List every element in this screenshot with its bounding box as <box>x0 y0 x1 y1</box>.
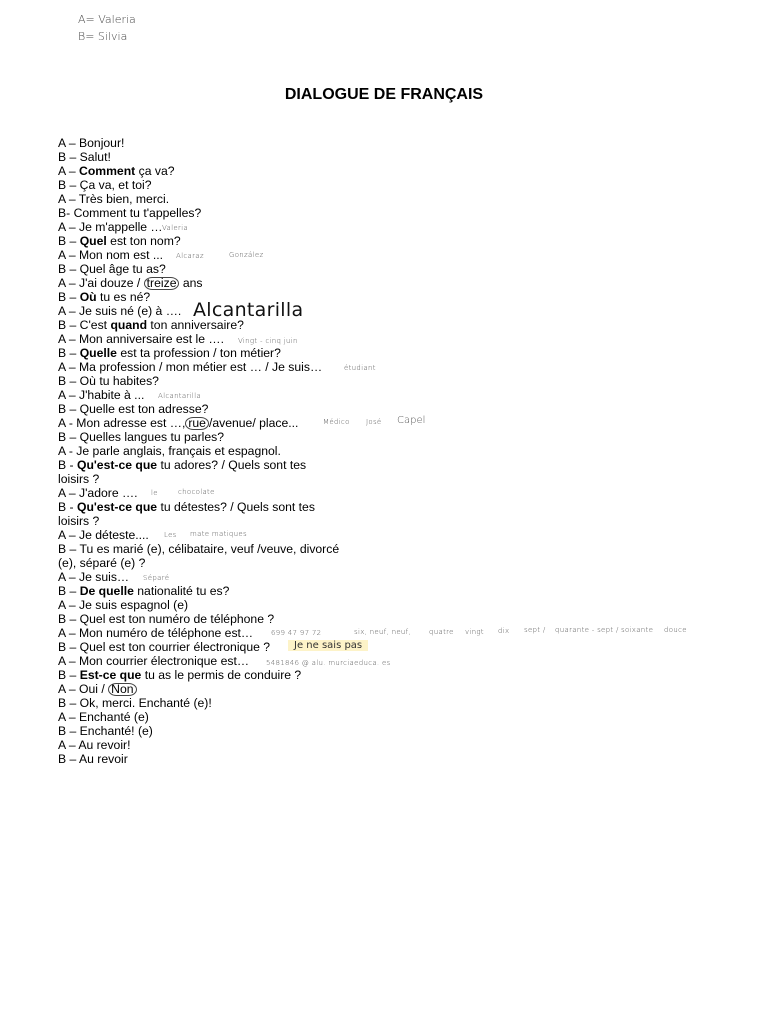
dialogue-line-text: B – <box>58 290 80 304</box>
dialogue-line-text: B – Quel âge tu as? <box>58 262 166 276</box>
dialogue-line-text: loisirs ? <box>58 472 100 486</box>
dialogue-line <box>58 458 378 472</box>
question-word: Comment <box>79 164 136 178</box>
dialogue-line-text: A - Je parle anglais, français et espagnol. <box>58 444 281 458</box>
dialogue-line <box>58 234 378 248</box>
dialogue-line <box>58 444 378 458</box>
dialogue-line <box>58 682 378 696</box>
dialogue-line <box>58 388 378 402</box>
dialogue-line-text: loisirs ? <box>58 514 100 528</box>
dialogue-line-text: tu adores? / Quels sont tes <box>157 458 307 472</box>
handwritten-name: Valeria <box>162 224 188 232</box>
dialogue-line <box>58 402 378 416</box>
dialogue-line-text: B – <box>58 346 80 360</box>
dialogue-line-text: B - <box>58 458 77 472</box>
dialogue-line <box>58 262 378 276</box>
dialogue-line-text: B – Quel est ton numéro de téléphone ? <box>58 612 275 626</box>
dialogue-line-text: nationalité tu es? <box>133 584 230 598</box>
dialogue-line-text: tu es né? <box>96 290 151 304</box>
question-word: Quel <box>79 234 107 248</box>
circled-answer: treize <box>144 277 180 290</box>
dialogue-line <box>58 724 378 738</box>
handwritten-likes-2: chocolate <box>178 488 215 496</box>
dialogue-line-text: ça va? <box>135 164 175 178</box>
handwritten-phone-words-8: douce <box>664 626 687 634</box>
dialogue-line-text: A – Mon courrier électronique est… <box>58 654 250 668</box>
dialogue-line-text: tu détestes? / Quels sont tes <box>157 500 315 514</box>
dialogue-text <box>58 136 378 766</box>
handwritten-street-1: Médico <box>323 418 350 426</box>
dialogue-line <box>58 584 378 598</box>
question-word: Quelle <box>79 346 117 360</box>
dialogue-line-text: A – Très bien, merci. <box>58 192 170 206</box>
dialogue-line-text: A – Mon anniversaire est le …. <box>58 332 224 346</box>
dialogue-line <box>58 178 378 192</box>
handwritten-profession: étudiant <box>344 364 376 372</box>
dialogue-line-text: A – Je suis né (e) à …. <box>58 304 182 318</box>
dialogue-line <box>58 374 378 388</box>
handwritten-surname-1: Alcaraz <box>176 252 204 260</box>
dialogue-line-text: A – Enchanté (e) <box>58 710 149 724</box>
handwritten-town: Alcantarilla <box>158 392 201 400</box>
page-title: DIALOGUE DE FRANÇAIS <box>284 86 484 103</box>
dialogue-line-text: A – J'adore …. <box>58 486 138 500</box>
dialogue-line <box>58 136 378 150</box>
dialogue-line <box>58 206 378 220</box>
dialogue-line-text: B – <box>58 234 80 248</box>
handwritten-phone-words-6: quarante - sept / <box>555 626 619 634</box>
dialogue-line-text: B – Où tu habites? <box>58 374 159 388</box>
handwritten-street-2: José <box>366 418 382 426</box>
dialogue-line-text: B – <box>58 584 80 598</box>
dialogue-line-text: B – Tu es marié (e), célibataire, veuf /veuve, divorcé <box>58 542 340 556</box>
dialogue-line-text: tu as le permis de conduire ? <box>141 668 302 682</box>
dialogue-line-text: A – Je déteste.... <box>58 528 149 542</box>
circled-answer: rue <box>185 417 209 430</box>
question-word: Qu'est-ce que <box>76 458 158 472</box>
dialogue-line-text: B – Quel est ton courrier électronique ? <box>58 640 271 654</box>
dialogue-line-text: A – Mon nom est ... <box>58 248 163 262</box>
dialogue-line <box>58 542 378 556</box>
dialogue-line <box>58 626 378 640</box>
question-word: De quelle <box>79 584 134 598</box>
dialogue-line <box>58 486 378 500</box>
dialogue-line-text: est ta profession / ton métier? <box>116 346 281 360</box>
handwritten-phone-words-5: sept / <box>524 626 546 634</box>
handwritten-phone-words-3: vingt <box>465 628 484 636</box>
dialogue-line <box>58 360 378 374</box>
dialogue-line-text: B – Salut! <box>58 150 111 164</box>
dialogue-line-text: A - Mon adresse est …, <box>58 416 186 430</box>
dialogue-line <box>58 710 378 724</box>
dialogue-line <box>58 570 378 584</box>
handwritten-phone-digits: 699 47 97 72 <box>271 629 322 637</box>
circled-answer: Non <box>108 683 136 696</box>
dialogue-line-text: A – Ma profession / mon métier est … / Je suis… <box>58 360 323 374</box>
dialogue-line-text: B – Ça va, et toi? <box>58 178 152 192</box>
dialogue-line-text: B- Comment tu t'appelles? <box>58 206 202 220</box>
handwritten-phone-words-7: soixante <box>621 626 654 634</box>
handwritten-dislikes-1: Les <box>164 531 177 539</box>
handwritten-phone-words-1: six, neuf, neuf, <box>354 628 411 636</box>
dialogue-line <box>58 276 378 290</box>
handwritten-phone-words-2: quatre <box>429 628 454 636</box>
dialogue-line <box>58 346 378 360</box>
dialogue-line-text: A – Je suis… <box>58 570 130 584</box>
dialogue-line-text: A – Je m'appelle … <box>58 220 163 234</box>
header-note-a: A= Valeria <box>78 13 136 26</box>
dialogue-line <box>58 500 378 514</box>
dialogue-line-text: (e), séparé (e) ? <box>58 556 146 570</box>
dialogue-line-text: /avenue/ place... <box>208 416 299 430</box>
dialogue-line-text: B – Ok, merci. Enchanté (e)! <box>58 696 212 710</box>
dialogue-line <box>58 220 378 234</box>
question-word: Qu'est-ce que <box>76 500 158 514</box>
dialogue-line-text: ton anniversaire? <box>147 318 244 332</box>
dialogue-line <box>58 192 378 206</box>
dialogue-line-text: A – Je suis espagnol (e) <box>58 598 189 612</box>
handwritten-birthday: Vingt - cinq juin <box>238 337 298 345</box>
dialogue-line <box>58 164 378 178</box>
question-word: quand <box>110 318 148 332</box>
dialogue-line <box>58 612 378 626</box>
dialogue-line-text: A – Mon numéro de téléphone est… <box>58 626 254 640</box>
dialogue-line <box>58 472 378 486</box>
handwritten-surname-2: González <box>229 251 264 259</box>
dialogue-line-text: B – Enchanté! (e) <box>58 724 153 738</box>
header-note-b: B= Silvia <box>78 30 128 43</box>
dialogue-line-text: A – Au revoir! <box>58 738 131 752</box>
dialogue-line <box>58 556 378 570</box>
dialogue-line-text: B – Quelle est ton adresse? <box>58 402 209 416</box>
handwritten-status: Séparé <box>143 574 170 582</box>
handwritten-email: 5481846 @ alu. murciaeduca. es <box>266 659 391 667</box>
dialogue-line <box>58 332 378 346</box>
handwritten-birthplace: Alcantarilla <box>193 299 304 321</box>
question-word: Est-ce que <box>79 668 142 682</box>
dialogue-line-text: ans <box>179 276 203 290</box>
dialogue-line-text: B – Quelles langues tu parles? <box>58 430 224 444</box>
handwritten-likes-1: le <box>151 489 158 497</box>
dialogue-line-text: B – C'est <box>58 318 111 332</box>
handwritten-phone-words-4: dix <box>498 627 510 635</box>
dialogue-line-text: A – J'ai douze / <box>58 276 144 290</box>
dialogue-line-text: A – <box>58 164 80 178</box>
dialogue-line-text: B – <box>58 668 80 682</box>
dialogue-line-text: B - <box>58 500 77 514</box>
dialogue-line <box>58 696 378 710</box>
handwritten-street-3: Capel <box>397 415 426 426</box>
dialogue-line <box>58 514 378 528</box>
dialogue-line <box>58 668 378 682</box>
question-word: Où <box>79 290 97 304</box>
dialogue-line-text: A – Bonjour! <box>58 136 125 150</box>
dialogue-line-text: B – Au revoir <box>58 752 128 766</box>
dialogue-line-text: est ton nom? <box>106 234 181 248</box>
dialogue-line-text: A – J'habite à ... <box>58 388 145 402</box>
handwritten-email-answer: Je ne sais pas <box>288 640 368 651</box>
dialogue-line-text: A – Oui / <box>58 682 109 696</box>
dialogue-line <box>58 150 378 164</box>
dialogue-line <box>58 598 378 612</box>
dialogue-line <box>58 248 378 262</box>
handwritten-dislikes-2: mate matiques <box>190 530 247 538</box>
dialogue-line <box>58 430 378 444</box>
dialogue-line <box>58 738 378 752</box>
dialogue-line <box>58 752 378 766</box>
